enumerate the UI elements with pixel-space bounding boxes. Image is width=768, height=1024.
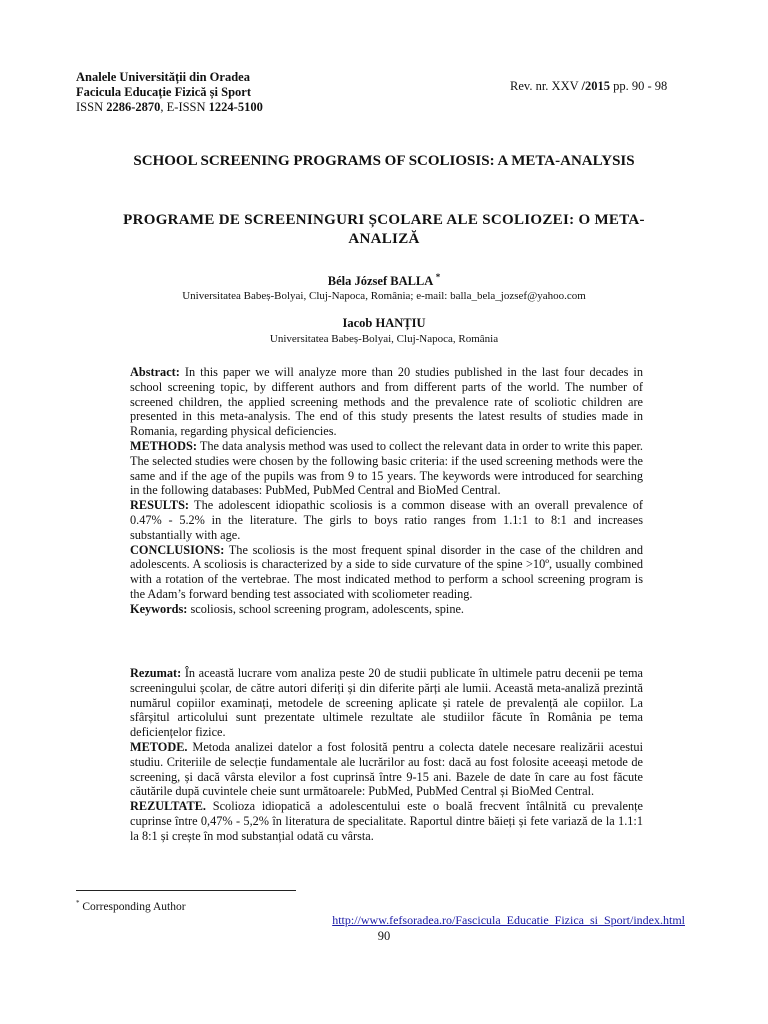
footnote: * Corresponding Author — [76, 899, 186, 913]
abstract-english — [130, 365, 643, 617]
issn-line: ISSN 2286-2870, E-ISSN 1224-5100 — [76, 100, 263, 114]
author-2: Iacob HANȚIU — [342, 316, 426, 330]
abstract-romanian — [130, 666, 643, 844]
conclusions-paragraph: CONCLUSIONS: The scoliosis is the most frequent spinal disorder in the case of the children and adolescents. A scoliosis is characterized by a side to side curvature of the spine >10º, usually combined with a rotation of the vertebrae. The most indicated method to perform a school screening program is the Adam’s forward bending test associated with scoliometer reading. — [130, 542, 643, 601]
journal-name: Analele Universității din Oradea — [76, 70, 250, 84]
title-english: SCHOOL SCREENING PROGRAMS OF SCOLIOSIS: A META-ANALYSIS — [133, 153, 635, 169]
methods-paragraph: METHODS: The data analysis method was used to collect the relevant data in order to write this paper. The selected studies were chosen by the following basic criteria: if the used screening methods were the same and if the age of the pupils was from 9 to 15 years. The keywords were introduced for searching in the following databases: PubMed, PubMed Central and BioMed Central. — [130, 438, 643, 498]
journal-fascicle: Facicula Educație Fizică și Sport — [76, 85, 251, 99]
issn: 2286-2870 — [106, 100, 161, 114]
keywords-paragraph: Keywords: scoliosis, school screening program, adolescents, spine. — [130, 601, 465, 616]
author-2-affiliation: Universitatea Babeș-Bolyai, Cluj-Napoca, România — [269, 333, 499, 345]
abstract-paragraph: Abstract: In this paper we will analyze more than 20 studies published in the last four decades in school screening topic, by different authors and from different parts of the world. The number of screened children, the applied screening methods and the prevalence rate of scoliotic children are presented in this meta-analysis. The end of this study presents the latest results of studies made in Romania, regarding physical deficiencies. — [130, 365, 643, 439]
footnote-divider — [76, 890, 296, 891]
rezultate-paragraph: REZULTATE. Scolioza idiopatică a adolescentului este o boală frecvent întâlnită cu prevalențe cuprinse între 0,47% - 5,2% în literatura de specialitate. Raportul dintre băieți și fete variază de la 1.1:1 la 8:1 și crește în mod substanțial odată cu vârsta. — [130, 799, 643, 843]
rezumat-paragraph: Rezumat: În această lucrare vom analiza peste 20 de studii publicate în ultimele patru decenii pe tema screeningului școlar, de către autori diferiți și din diferite părți ale lumii. Această meta-analiză prezintă numărul copiilor examinați, metodele de screening aplicate și ratele de prevalență ale copiilor. La sfârșitul articolului sunt prezentate ultimele rezultate ale studiilor făcute în România pe tema deficiențelor fizice. — [130, 666, 643, 740]
page-number: 90 — [377, 929, 391, 943]
metode-paragraph: METODE. Metoda analizei datelor a fost folosită pentru a colecta datele necesare realizării acestui studiu. Criteriile de selecție fundamentale ale lucrărilor au fost: dacă au fost folosite aceeași metode de screening, și dacă vârsta elevilor a fost cuprinsă între 9-15 ani. Bazele de date în care au fost făcute căutările după cuvintele cheie sunt următoarele: PubMed, PubMed Central și BioMed Central. — [130, 739, 643, 799]
results-paragraph: RESULTS: The adolescent idiopathic scoliosis is a common disease with an overall prevalence of 0.47% - 5.2% in the literature. The girls to boys ratio ranges from 1.1:1 to 8:1 and increases substantially with age. — [130, 498, 643, 542]
title-romanian: PROGRAME DE SCREENINGURI ȘCOLARE ALE SCOLIOZEI: O META-ANALIZĂ — [123, 212, 645, 247]
revision-info: Rev. nr. XXV /2015 pp. 90 - 98 — [510, 79, 668, 93]
eissn: 1224-5100 — [208, 100, 263, 114]
rev-year: /2015 — [581, 79, 611, 93]
journal-header — [76, 70, 263, 115]
journal-url-link[interactable]: http://www.fefsoradea.ro/Fascicula_Educatie_Fizica_si_Sport/index.html — [332, 913, 685, 927]
author-1-affiliation: Universitatea Babeș-Bolyai, Cluj-Napoca, România; e-mail: balla_bela_jozsef@yahoo.com — [182, 290, 586, 302]
author-1: Béla József BALLA * — [327, 272, 441, 289]
